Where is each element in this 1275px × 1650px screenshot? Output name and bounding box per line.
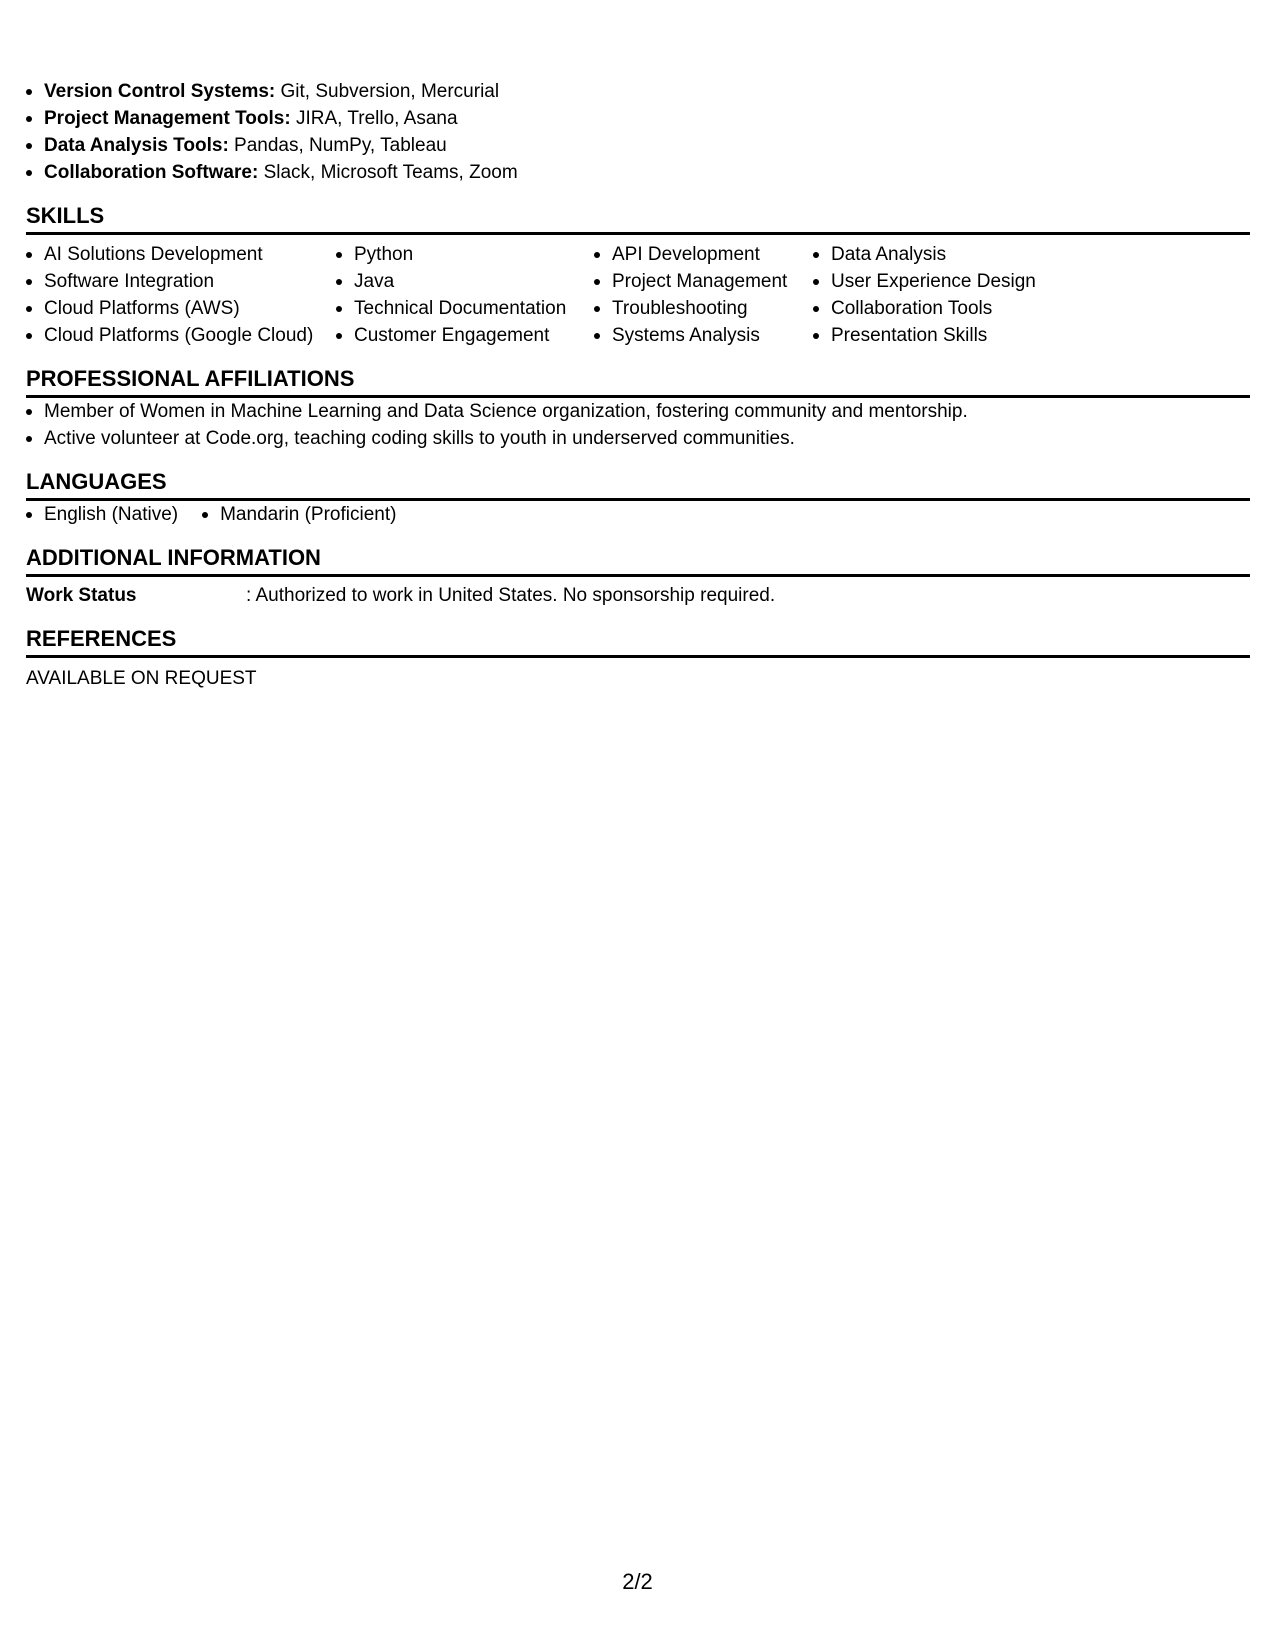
references-heading: REFERENCES (26, 625, 1250, 658)
tool-value: Git, Subversion, Mercurial (275, 81, 500, 102)
page-number: 2/2 (622, 1569, 653, 1594)
list-item (26, 132, 1250, 159)
skills-column (813, 241, 1053, 349)
work-status-row (26, 583, 1250, 609)
affiliations-heading: PROFESSIONAL AFFILIATIONS (26, 365, 1250, 398)
skills-column (594, 241, 813, 349)
list-item: Software Integration (26, 268, 336, 295)
tools-list (26, 78, 1250, 186)
skills-column (26, 241, 336, 349)
tool-value: JIRA, Trello, Asana (290, 108, 458, 129)
tool-label: Version Control Systems: (44, 81, 276, 102)
additional-info-heading: ADDITIONAL INFORMATION (26, 544, 1250, 577)
list-item (26, 105, 1250, 132)
languages-list (26, 501, 1250, 528)
languages-heading: LANGUAGES (26, 468, 1250, 501)
list-item: Troubleshooting (594, 295, 813, 322)
list-item: Systems Analysis (594, 322, 813, 349)
list-item: Java (336, 268, 594, 295)
list-item: English (Native) (26, 501, 178, 528)
list-item (26, 78, 1250, 105)
tool-label: Data Analysis Tools: (44, 135, 229, 156)
tool-label: Collaboration Software: (44, 162, 259, 183)
list-item: Project Management (594, 268, 813, 295)
affiliations-list (26, 398, 1250, 452)
list-item: Data Analysis (813, 241, 1053, 268)
list-item: Presentation Skills (813, 322, 1053, 349)
list-item (26, 159, 1250, 186)
skills-column (336, 241, 594, 349)
list-item: Member of Women in Machine Learning and Data Science organization, fostering community and mentorship. (26, 398, 1250, 425)
list-item: Cloud Platforms (AWS) (26, 295, 336, 322)
list-item: Collaboration Tools (813, 295, 1053, 322)
references-text: AVAILABLE ON REQUEST (26, 668, 257, 689)
list-item: Customer Engagement (336, 322, 594, 349)
list-item: Mandarin (Proficient) (202, 501, 396, 528)
list-item: Cloud Platforms (Google Cloud) (26, 322, 336, 349)
list-item: API Development (594, 241, 813, 268)
work-status-label: Work Status (26, 585, 137, 606)
list-item: Technical Documentation (336, 295, 594, 322)
work-status-value: : Authorized to work in United States. No sponsorship required. (246, 585, 776, 606)
skills-grid (26, 241, 1250, 349)
list-item: Python (336, 241, 594, 268)
list-item: Active volunteer at Code.org, teaching coding skills to youth in underserved communities. (26, 425, 1250, 452)
skills-heading: SKILLS (26, 202, 1250, 235)
tool-value: Pandas, NumPy, Tableau (228, 135, 447, 156)
list-item: User Experience Design (813, 268, 1053, 295)
resume-page (26, 78, 1250, 692)
tool-label: Project Management Tools: (44, 108, 291, 129)
list-item: AI Solutions Development (26, 241, 336, 268)
tool-value: Slack, Microsoft Teams, Zoom (258, 162, 518, 183)
